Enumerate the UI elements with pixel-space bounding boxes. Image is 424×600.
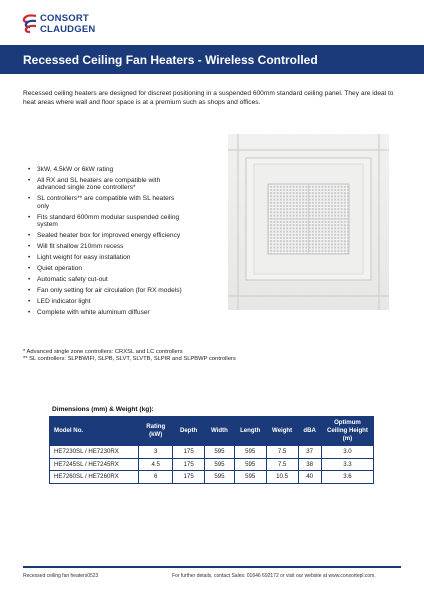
brand-name (40, 13, 95, 35)
dimensions-table (49, 416, 374, 484)
footer-document-ref: Recessed ceiling fan heaters0523 (23, 573, 99, 579)
table-row (50, 446, 374, 459)
table-cell: 595 (234, 458, 266, 471)
page-title: Recessed Ceiling Fan Heaters - Wireless Controlled (23, 53, 318, 67)
footnote-sl: ** SL controllers: SLPBWIFI, SLPB, SLVT, SLVTB, SLPIR and SLPBWP controllers (23, 356, 236, 362)
table-cell: HE7230SL / HE7230RX (50, 446, 139, 459)
table-cell: 4.5 (139, 458, 173, 471)
table-cell: 7.5 (266, 446, 298, 459)
column-header: Depth (173, 417, 205, 446)
intro-paragraph: Recessed ceiling heaters are designed for discreet positioning in a suspended 600mm standard ceiling panel. They are ideal to heat areas where wall and floor space is at a premium such as shops and offices. (23, 90, 394, 106)
logo-wave-icon (22, 13, 38, 35)
table-cell: 175 (173, 471, 205, 484)
feature-item: • Automatic safety cut-out (28, 276, 188, 284)
brand-line1: CONSORT (40, 13, 89, 24)
table-cell: 3.6 (321, 471, 373, 484)
table-cell: 37 (298, 446, 321, 459)
table-cell: 3 (139, 446, 173, 459)
column-header: Optimum Ceiling Height (m) (321, 417, 373, 446)
heater-product-image (228, 134, 389, 310)
table-cell: 40 (298, 471, 321, 484)
footer-contact: For further details, contact Sales: 01646 692172 or visit our website at www.consortepl.com. (172, 573, 376, 579)
table-cell: 595 (234, 471, 266, 484)
feature-item: • 3kW, 4.5kW or 6kW rating (28, 166, 188, 174)
table-row (50, 458, 374, 471)
feature-item: • Light weight for easy installation (28, 254, 188, 262)
table-cell: 38 (298, 458, 321, 471)
table-cell: HE7245SL / HE7245RX (50, 458, 139, 471)
table-cell: 7.5 (266, 458, 298, 471)
feature-item: • All RX and SL heaters are compatible with advanced single zone controllers* (28, 177, 188, 192)
table-cell: 175 (173, 446, 205, 459)
title-banner (0, 45, 424, 74)
table-cell: 6 (139, 471, 173, 484)
column-header: Weight (266, 417, 298, 446)
feature-item: • Quiet operation (28, 265, 188, 273)
feature-item: • Will fit shallow 210mm recess (28, 243, 188, 251)
column-header: Width (205, 417, 235, 446)
table-title: Dimensions (mm) & Weight (kg): (52, 406, 154, 413)
table-header-row (50, 417, 374, 446)
table-cell: 3.0 (321, 446, 373, 459)
table-cell: 10.5 (266, 471, 298, 484)
table-cell: 3.3 (321, 458, 373, 471)
brand-logo (22, 13, 152, 39)
feature-item: • LED indicator light (28, 298, 188, 306)
table-row (50, 471, 374, 484)
column-header: Model No. (50, 417, 139, 446)
feature-item: • Complete with white aluminum diffuser (28, 309, 188, 317)
feature-list (28, 166, 188, 319)
brand-line2: CLAUDGEN (40, 24, 96, 35)
table-cell: 595 (234, 446, 266, 459)
column-header: dBA (298, 417, 321, 446)
column-header: Rating (kW) (139, 417, 173, 446)
column-header: Length (234, 417, 266, 446)
table-cell: 595 (205, 471, 235, 484)
footer-divider (23, 566, 401, 568)
table-cell: 595 (205, 458, 235, 471)
feature-item: • SL controllers** are compatible with SL heaters only (28, 195, 188, 210)
table-cell: 595 (205, 446, 235, 459)
footnotes (23, 349, 236, 363)
table-cell: 175 (173, 458, 205, 471)
table-cell: HE7260SL / HE7260RX (50, 471, 139, 484)
feature-item: • Fits standard 600mm modular suspended ceiling system (28, 214, 188, 229)
feature-item: • Sealed heater box for improved energy efficiency (28, 232, 188, 240)
feature-item: • Fan only setting for air circulation (for RX models) (28, 287, 188, 295)
footnote-advanced: * Advanced single zone controllers: CRXSL and LC controllers (23, 349, 183, 355)
